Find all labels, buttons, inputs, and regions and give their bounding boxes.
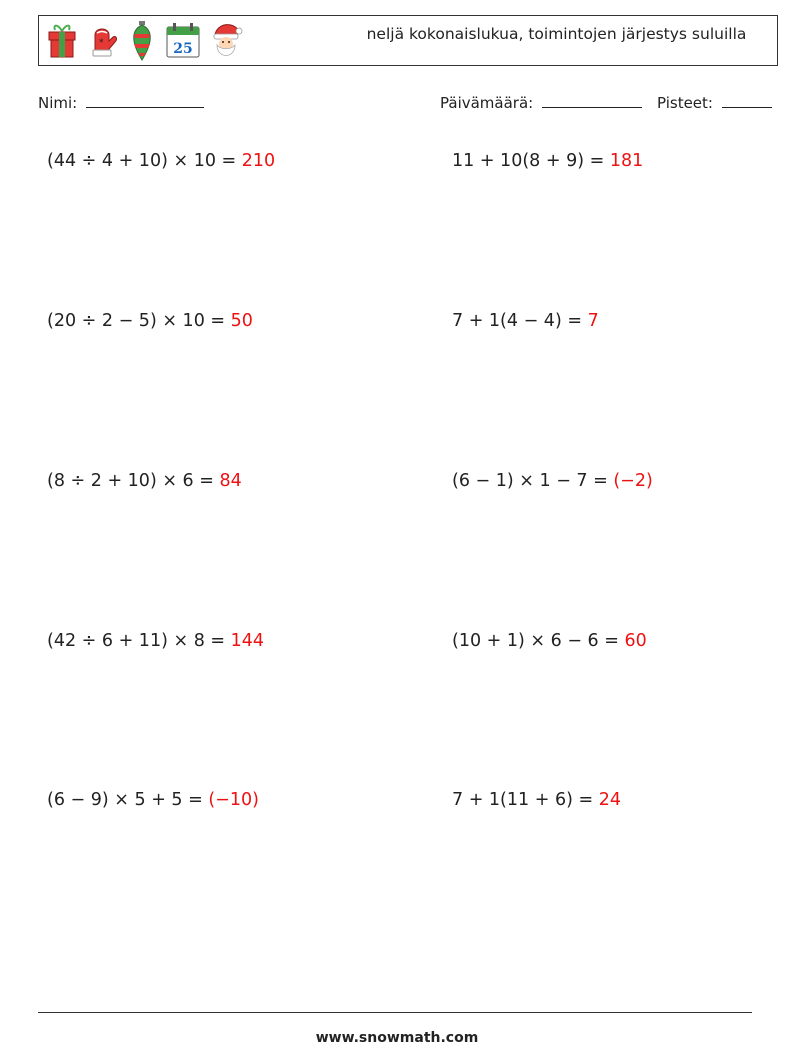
santa-icon bbox=[211, 19, 243, 63]
problem-6 bbox=[452, 471, 653, 491]
problem-7 bbox=[47, 631, 264, 651]
worksheet-header bbox=[38, 15, 778, 66]
problem-2 bbox=[452, 151, 643, 171]
name-field bbox=[38, 93, 204, 112]
problem-expression: 11 + 10(8 + 9) = bbox=[452, 151, 610, 171]
problem-4 bbox=[452, 311, 599, 331]
problem-answer: 144 bbox=[230, 631, 265, 651]
footer-url[interactable]: www.snowmath.com bbox=[315, 1030, 479, 1046]
problem-expression: (6 − 9) × 5 + 5 = bbox=[47, 790, 209, 810]
name-label: Nimi: bbox=[38, 94, 78, 112]
problem-answer: 24 bbox=[598, 790, 621, 810]
problem-answer: (−2) bbox=[613, 471, 653, 491]
problem-answer: 84 bbox=[219, 471, 242, 491]
problem-answer: (−10) bbox=[208, 790, 259, 810]
problem-answer: 181 bbox=[609, 151, 644, 171]
problem-9 bbox=[47, 790, 259, 810]
problem-10 bbox=[452, 790, 621, 810]
date-label: Päivämäärä: bbox=[440, 94, 534, 112]
calendar-day: 25 bbox=[173, 41, 193, 57]
problem-answer: 60 bbox=[624, 631, 647, 651]
date-field bbox=[440, 93, 642, 112]
problem-3 bbox=[47, 311, 253, 331]
name-blank[interactable] bbox=[86, 93, 204, 108]
score-blank[interactable] bbox=[722, 93, 772, 108]
problem-expression: (42 ÷ 6 + 11) × 8 = bbox=[47, 631, 231, 651]
worksheet-title: neljä kokonaislukua, toimintojen järjestys suluilla bbox=[366, 25, 747, 43]
problem-expression: (8 ÷ 2 + 10) × 6 = bbox=[47, 471, 220, 491]
problem-1 bbox=[47, 151, 275, 171]
problem-expression: (10 + 1) × 6 − 6 = bbox=[452, 631, 625, 651]
problem-answer: 210 bbox=[241, 151, 276, 171]
problem-expression: (44 ÷ 4 + 10) × 10 = bbox=[47, 151, 242, 171]
problem-answer: 50 bbox=[230, 311, 253, 331]
icon-strip bbox=[47, 19, 243, 63]
svg-text:*: * bbox=[99, 38, 104, 48]
problem-5 bbox=[47, 471, 242, 491]
problem-expression: 7 + 1(4 − 4) = bbox=[452, 311, 588, 331]
problem-expression: (6 − 1) × 1 − 7 = bbox=[452, 471, 614, 491]
footer-divider bbox=[38, 1012, 752, 1013]
problem-answer: 7 bbox=[587, 311, 599, 331]
problem-expression: 7 + 1(11 + 6) = bbox=[452, 790, 599, 810]
problem-8 bbox=[452, 631, 647, 651]
score-label: Pisteet: bbox=[657, 94, 713, 112]
mitten-icon bbox=[87, 21, 119, 61]
gift-icon bbox=[47, 21, 77, 61]
problem-expression: (20 ÷ 2 − 5) × 10 = bbox=[47, 311, 231, 331]
score-field bbox=[657, 93, 772, 112]
date-blank[interactable] bbox=[542, 93, 642, 108]
calendar-icon bbox=[165, 22, 201, 60]
ornament-icon bbox=[129, 20, 155, 62]
